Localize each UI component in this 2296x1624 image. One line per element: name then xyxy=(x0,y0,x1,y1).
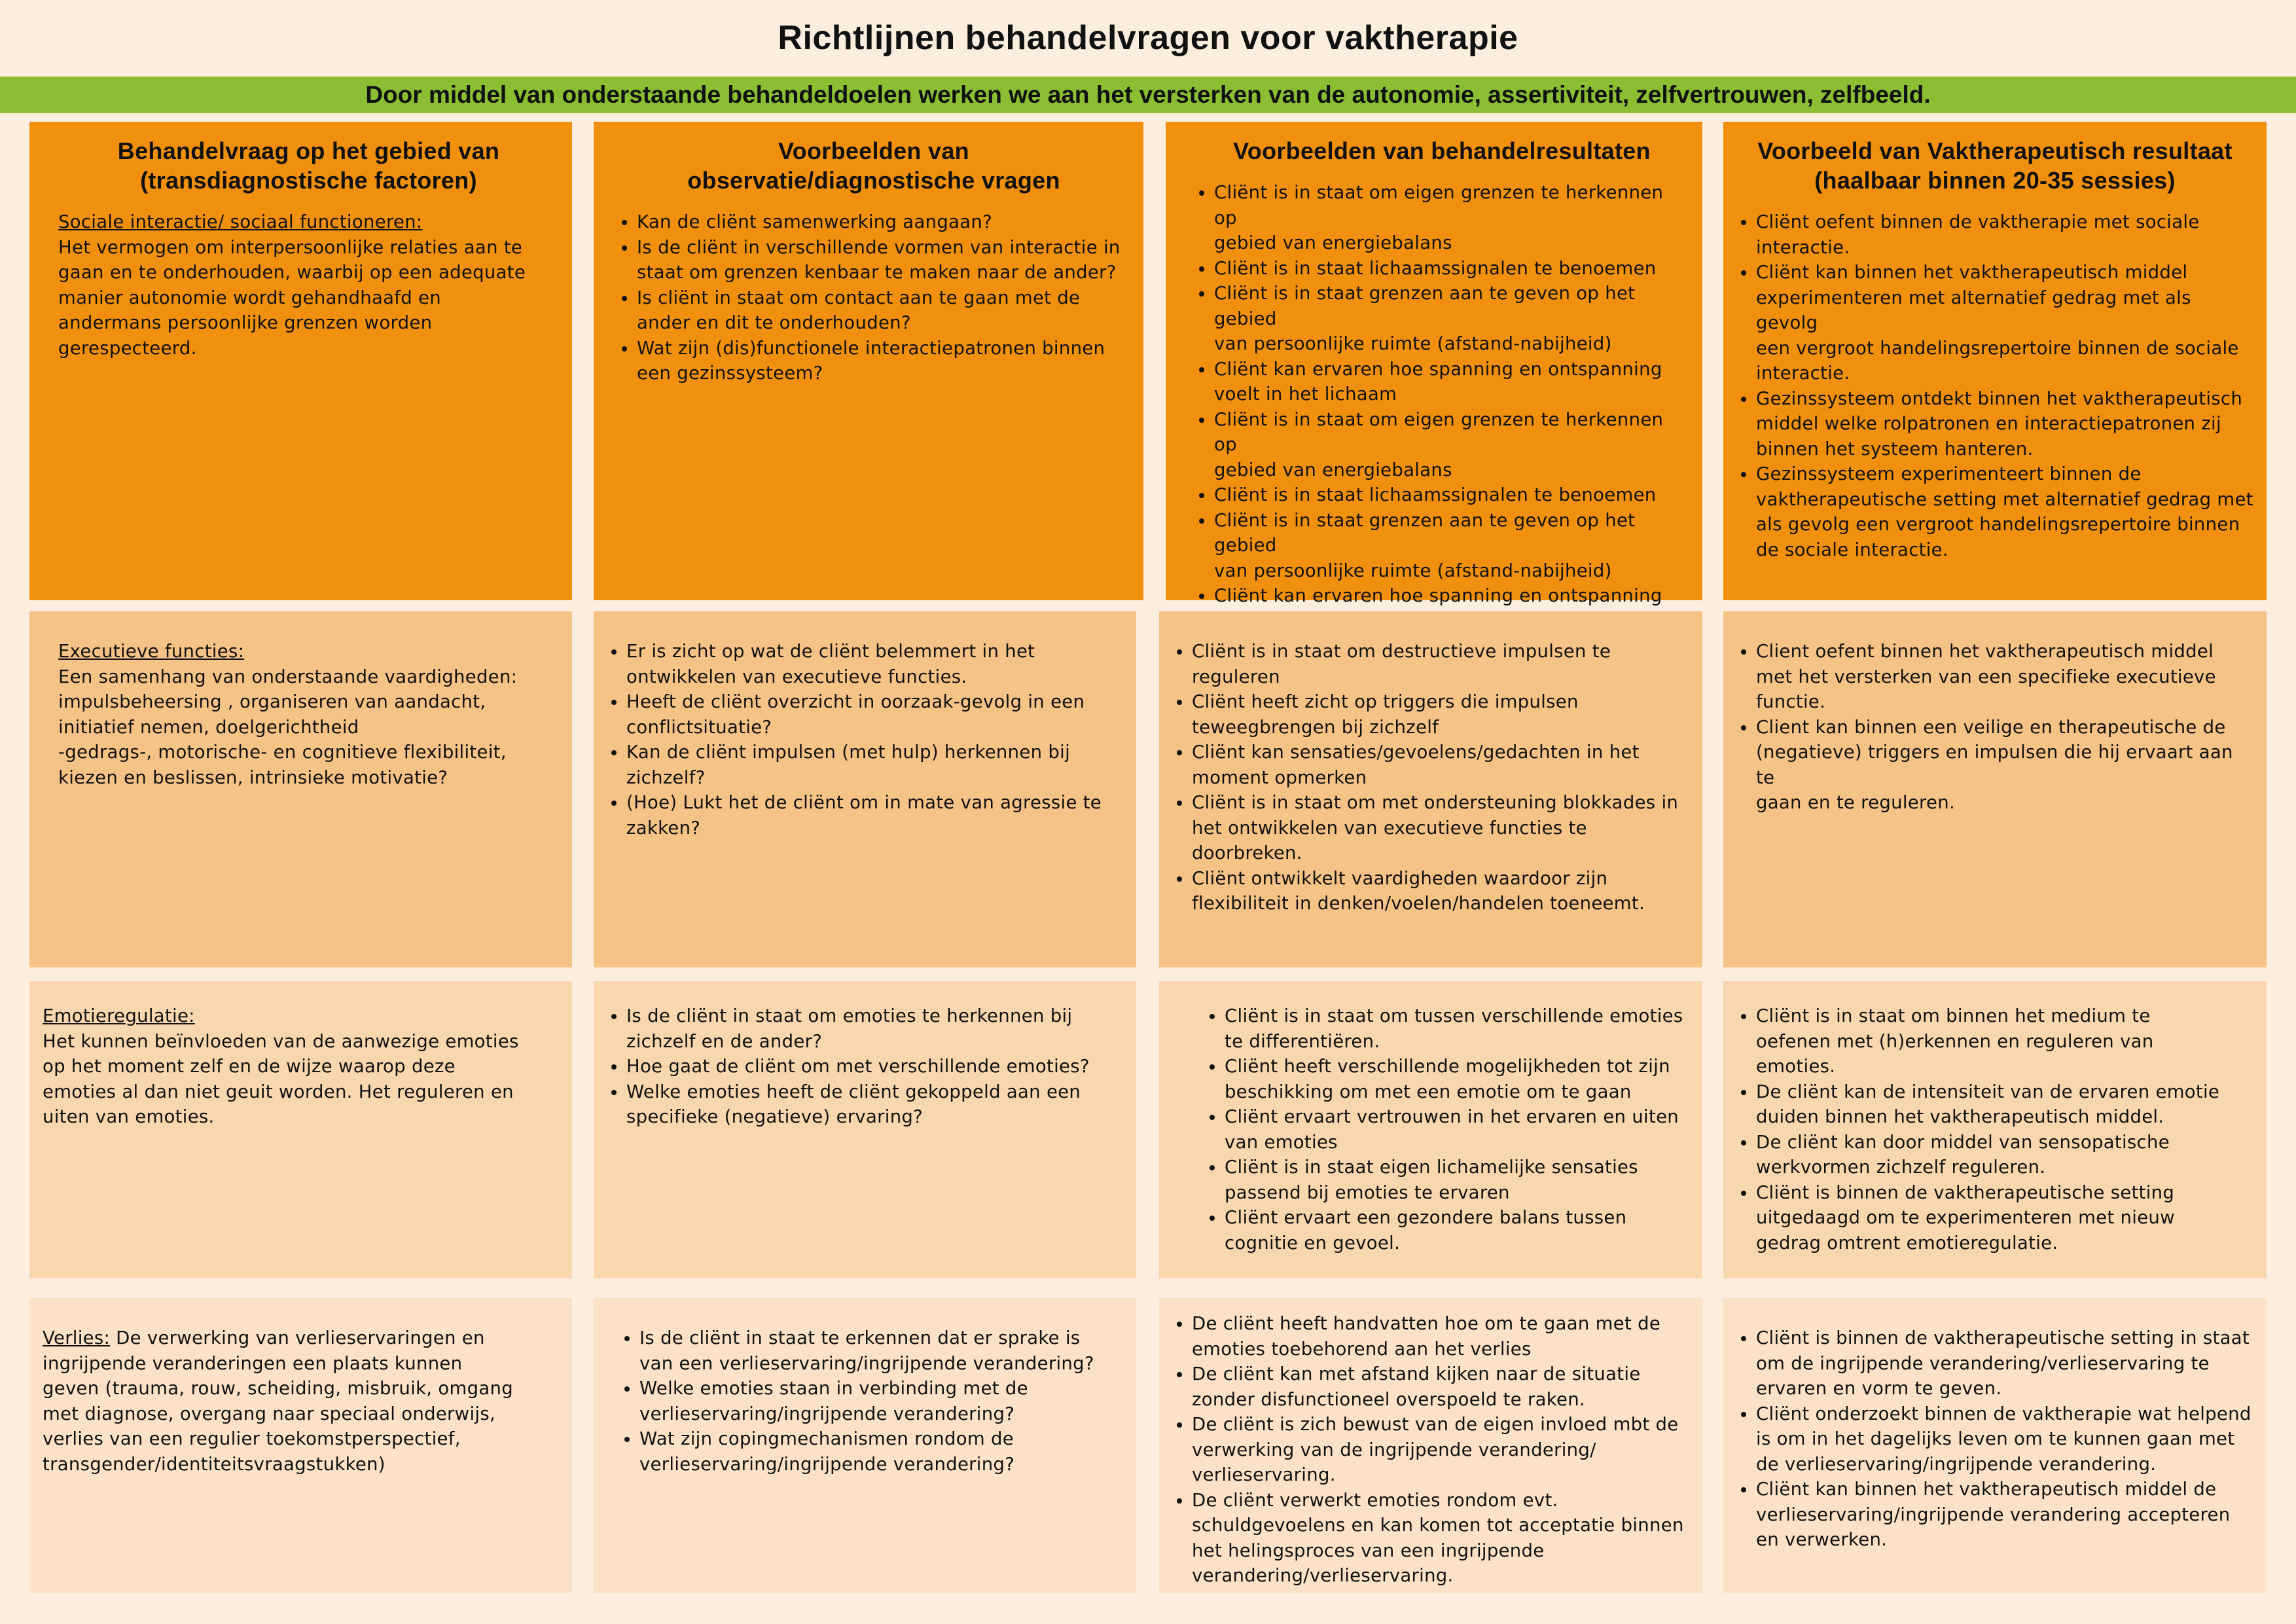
list-item-line: is om in het dagelijks leven om te kunnen gaan met xyxy=(1756,1428,2235,1449)
cell-verlies-observatie xyxy=(594,1298,1136,1593)
list-item xyxy=(1756,1130,2253,1180)
list-item xyxy=(1214,281,1689,357)
cell-verlies-vaktherapeutisch-resultaat xyxy=(1723,1298,2267,1593)
list-item-line: • Heeft de cliënt overzicht in oorzaak-gevolg in een xyxy=(626,691,1085,712)
list-item-line: specifieke (negatieve) ervaring? xyxy=(626,1106,924,1127)
list-item xyxy=(626,740,1123,790)
list-item-line: • Cliënt kan binnen het vaktherapeutisch middel xyxy=(1756,262,2188,283)
factor-label: Sociale interactie/ sociaal functioneren: xyxy=(58,211,423,232)
list-item xyxy=(626,790,1123,840)
vaktherapeutisch-resultaat-list xyxy=(1736,639,2253,816)
list-item-line: voelt in het lichaam xyxy=(1214,384,1397,405)
list-item-line: • Cliënt is in staat lichaamssignalen te benoemen xyxy=(1214,484,1657,505)
observatie-list xyxy=(607,639,1123,840)
cell-sociale-interactie-vaktherapeutisch-resultaat xyxy=(1723,122,2267,600)
list-item-line: emoties toebehorend aan het verlies xyxy=(1192,1338,1532,1360)
list-item-line: • Cliënt is in staat om tussen verschillende emoties xyxy=(1225,1005,1683,1026)
list-item-line: oefenen met (h)erkennen en reguleren van xyxy=(1756,1030,2154,1052)
cell-emotieregulatie-vaktherapeutisch-resultaat xyxy=(1723,981,2267,1278)
list-item-line: om de ingrijpende verandering/verlieservaring te xyxy=(1756,1352,2210,1374)
list-item-line: uitgedaagd om te experimenteren met nieuw xyxy=(1756,1207,2175,1228)
factor-description-line: Het vermogen om interpersoonlijke relaties aan te xyxy=(58,236,523,258)
list-item xyxy=(637,336,1130,386)
column-header xyxy=(1194,136,1689,166)
list-item xyxy=(1192,866,1689,916)
list-item-line: • Cliënt ervaart een gezondere balans tussen xyxy=(1225,1207,1627,1228)
factor-description xyxy=(43,1003,559,1130)
list-item-line: doorbreken. xyxy=(1192,842,1302,863)
cell-emotieregulatie-behandelresultaat xyxy=(1159,981,1702,1278)
factor-label: Emotieregulatie: xyxy=(43,1005,195,1026)
column-header-line: (transdiagnostische factoren) xyxy=(140,167,477,194)
list-item-line: het helingsproces van een ingrijpende xyxy=(1192,1540,1545,1561)
list-item-line: en verwerken. xyxy=(1756,1529,1888,1550)
list-item-line: • Gezinssysteem ontdekt binnen het vaktherapeutisch xyxy=(1756,388,2243,409)
column-header xyxy=(1736,136,2253,195)
column-header-line: Behandelvraag op het gebied van xyxy=(117,137,500,164)
list-item-line: • Cliënt kan ervaren hoe spanning en ontspanning xyxy=(1214,585,1662,606)
behandelresultaat-list xyxy=(1194,180,1689,634)
factor-description-line: gaan en te onderhouden, waarbij op een adequate xyxy=(58,262,526,283)
list-item-line: duiden binnen het vaktherapeutisch middel. xyxy=(1756,1106,2164,1127)
list-item-line: verlieservaring/ingrijpende verandering? xyxy=(639,1453,1015,1475)
cell-executieve-functies-vaktherapeutisch-resultaat xyxy=(1723,611,2267,967)
list-item-line: middel welke rolpatronen en interactiepatronen zij xyxy=(1756,413,2221,434)
list-item-line: • Wat zijn copingmechanismen rondom de xyxy=(639,1428,1014,1449)
list-item xyxy=(1214,357,1689,407)
list-item-line: teweegbrengen bij zichzelf xyxy=(1192,716,1439,738)
list-item-line: • De cliënt heeft handvatten hoe om te gaan met de xyxy=(1192,1313,1661,1334)
list-item-line: conflictsituatie? xyxy=(626,716,772,738)
factor-description-line: -gedrags-, motorische- en cognitieve flexibiliteit, xyxy=(58,742,507,763)
factor-description-line: geven (trauma, rouw, scheiding, misbruik, omgang xyxy=(43,1378,513,1399)
cell-executieve-functies-behandelresultaat xyxy=(1159,611,1702,967)
list-item-line: ontwikkelen van executieve functies. xyxy=(626,666,967,687)
list-item-line: reguleren xyxy=(1192,666,1280,687)
factor-description-line: impulsbeheersing , organiseren van aandacht, xyxy=(58,691,486,712)
list-item xyxy=(1756,715,2253,816)
list-item-line: • Gezinssysteem experimenteert binnen de xyxy=(1756,463,2142,484)
list-item-line: • Cliënt is in staat grenzen aan te geven op het gebied xyxy=(1214,509,1636,556)
list-item xyxy=(1225,1003,1689,1054)
list-item-line: werkvormen zichzelf reguleren. xyxy=(1756,1157,2046,1178)
cell-sociale-interactie-observatie xyxy=(594,122,1143,600)
list-item-line: verlieservaring. xyxy=(1192,1464,1336,1485)
list-item-line: • Hoe gaat de cliënt om met verschillende emoties? xyxy=(626,1056,1090,1077)
list-item-line: gedrag omtrent emotieregulatie. xyxy=(1756,1232,2058,1254)
list-item-line: ervaren en vorm te geven. xyxy=(1756,1378,2002,1399)
list-item-line: ander en dit te onderhouden? xyxy=(637,312,911,333)
list-item-line: • Welke emoties heeft de cliënt gekoppeld aan een xyxy=(626,1081,1081,1102)
list-item xyxy=(1225,1054,1689,1104)
list-item-line: • Wat zijn (dis)functionele interactiepatronen binnen xyxy=(637,337,1105,359)
factor-description-line: transgender/identiteitsvraagstukken) xyxy=(43,1453,386,1475)
factor-description-line: verlies van een regulier toekomstperspectief, xyxy=(43,1428,461,1449)
observatie-list xyxy=(607,1003,1123,1130)
list-item-line: het ontwikkelen van executieve functies te xyxy=(1192,817,1587,839)
list-item xyxy=(1756,1401,2253,1477)
list-item-line: van emoties xyxy=(1225,1131,1338,1153)
list-item-line: • Cliënt is binnen de vaktherapeutische setting in staat xyxy=(1756,1327,2250,1348)
list-item-line: binnen het systeem hanteren. xyxy=(1756,438,2034,460)
list-item xyxy=(626,1079,1123,1130)
list-item-line: • Is de cliënt in staat te erkennen dat er sprake is xyxy=(639,1327,1081,1348)
list-item-line: • Client kan binnen een veilige en therapeutische de xyxy=(1756,716,2226,738)
cell-emotieregulatie-observatie xyxy=(594,981,1136,1278)
factor-label-line xyxy=(58,209,559,235)
list-item-line: • Is de cliënt in staat om emoties te herkennen bij xyxy=(626,1005,1073,1026)
list-item-line: beschikking om met een emotie om te gaan xyxy=(1225,1081,1632,1102)
list-item xyxy=(637,209,1130,235)
factor-description-line: gerespecteerd. xyxy=(58,337,197,359)
list-item xyxy=(626,689,1123,740)
list-item-line: van persoonlijke ruimte (afstand-nabijheid) xyxy=(1214,560,1612,581)
list-item-line: • Cliënt kan sensaties/gevoelens/gedachten in het xyxy=(1192,742,1640,763)
list-item xyxy=(1756,260,2253,386)
list-item-line: gaan en te reguleren. xyxy=(1756,792,1956,813)
cell-sociale-interactie-behandelresultaat xyxy=(1166,122,1702,606)
list-item-line: • Cliënt is binnen de vaktherapeutische setting xyxy=(1756,1182,2175,1203)
list-item-line: cognitie en gevoel. xyxy=(1225,1232,1401,1254)
list-item xyxy=(1192,639,1689,689)
list-item xyxy=(1192,1362,1689,1412)
list-item-line: de sociale interactie. xyxy=(1756,539,1948,560)
list-item xyxy=(1756,461,2253,562)
list-item-line: verwerking van de ingrijpende verandering/ xyxy=(1192,1439,1596,1460)
factor-description-line: uiten van emoties. xyxy=(43,1106,215,1127)
list-item xyxy=(626,1054,1123,1079)
list-item-line: • Cliënt ontwikkelt vaardigheden waardoor zijn xyxy=(1192,867,1608,889)
factor-description-line: met diagnose, overgang naar speciaal onderwijs, xyxy=(43,1403,495,1424)
list-item-line: (negatieve) triggers en impulsen die hij ervaart aan te xyxy=(1756,742,2233,788)
list-item-line: verlieservaring/ingrijpende verandering? xyxy=(639,1403,1015,1424)
list-item-line: • Cliënt heeft zicht op triggers die impulsen xyxy=(1192,691,1579,712)
list-item-line: van een verlieservaring/ingrijpende verandering? xyxy=(639,1352,1094,1374)
list-item xyxy=(639,1376,1123,1426)
list-item-line: • Cliënt is in staat grenzen aan te geven op het gebied xyxy=(1214,283,1636,329)
list-item xyxy=(1214,407,1689,483)
list-item-line: • Er is zicht op wat de cliënt belemmert in het xyxy=(626,641,1035,662)
behandelresultaat-list xyxy=(1205,1003,1689,1255)
list-item-line: schuldgevoelens en kan komen tot acceptatie binnen xyxy=(1192,1515,1684,1536)
column-header-line: (haalbaar binnen 20-35 sessies) xyxy=(1814,167,2176,194)
cell-verlies-behandelvraag xyxy=(29,1298,572,1593)
list-item xyxy=(1756,1326,2253,1401)
list-item-line: • De cliënt kan de intensiteit van de ervaren emotie xyxy=(1756,1081,2220,1102)
list-item xyxy=(1756,1003,2253,1079)
column-header-line: Voorbeelden van xyxy=(778,137,969,164)
list-item-line: • Kan de cliënt impulsen (met hulp) herkennen bij xyxy=(626,742,1071,763)
list-item xyxy=(1756,1079,2253,1130)
list-item-line: de verlieservaring/ingrijpende verandering. xyxy=(1756,1453,2157,1475)
list-item-line: gebied van energiebalans xyxy=(1214,232,1452,253)
list-item xyxy=(639,1326,1123,1376)
factor-description-line: Het kunnen beïnvloeden van de aanwezige emoties xyxy=(43,1030,519,1052)
list-item-line: emoties. xyxy=(1756,1056,1836,1077)
vaktherapeutisch-resultaat-list xyxy=(1736,1003,2253,1255)
goal-banner: Door middel van onderstaande behandeldoelen werken we aan het versterken van de autonomie, assertiviteit, zelfvertrouwen, zelfbeeld. xyxy=(0,77,2296,113)
list-item xyxy=(1192,1488,1689,1589)
factor-description-line: manier autonomie wordt gehandhaafd en xyxy=(58,287,442,308)
column-header xyxy=(617,136,1130,195)
list-item xyxy=(1756,1180,2253,1256)
list-item-line: zakken? xyxy=(626,817,701,839)
factor-description xyxy=(58,209,559,361)
list-item-line: verandering/verlieservaring. xyxy=(1192,1565,1454,1586)
factor-description-line: ingrijpende veranderingen een plaats kunnen xyxy=(43,1352,463,1374)
list-item-line: van persoonlijke ruimte (afstand-nabijheid) xyxy=(1214,333,1612,354)
behandelresultaat-list xyxy=(1172,1311,1689,1589)
list-item xyxy=(1214,508,1689,584)
list-item xyxy=(1192,740,1689,790)
observatie-list xyxy=(620,1326,1123,1477)
list-item-line: • De cliënt verwerkt emoties rondom evt. xyxy=(1192,1489,1558,1511)
list-item-line: staat om grenzen kenbaar te maken naar de ander? xyxy=(637,262,1117,283)
vaktherapeutisch-resultaat-list xyxy=(1736,209,2253,562)
list-item-line: flexibiliteit in denken/voelen/handelen toeneemt. xyxy=(1192,893,1645,914)
factor-description xyxy=(58,639,559,790)
column-header-line: Voorbeeld van Vaktherapeutisch resultaat xyxy=(1757,137,2233,164)
list-item-line: • De cliënt kan door middel van sensopatische xyxy=(1756,1131,2170,1153)
list-item-line: moment opmerken xyxy=(1192,767,1367,788)
list-item xyxy=(639,1426,1123,1477)
list-item-line: interactie. xyxy=(1756,236,1850,258)
vaktherapeutisch-resultaat-list xyxy=(1736,1326,2253,1553)
list-item-line: • Cliënt oefent binnen de vaktherapie met sociale xyxy=(1756,211,2200,232)
column-header-line: Voorbeelden van behandelresultaten xyxy=(1233,137,1651,164)
list-item-line: • Cliënt is in staat om binnen het medium te xyxy=(1756,1005,2151,1026)
list-item-line: • Cliënt is in staat om eigen grenzen te herkennen op xyxy=(1214,408,1664,455)
list-item-line: passend bij emoties te ervaren xyxy=(1225,1182,1510,1203)
factor-label-line xyxy=(43,1003,559,1029)
list-item-line: te differentiëren. xyxy=(1225,1030,1380,1052)
list-item-line: • Client oefent binnen het vaktherapeutisch middel xyxy=(1756,641,2214,662)
list-item xyxy=(1214,180,1689,256)
cell-sociale-interactie-behandelvraag xyxy=(29,122,572,600)
factor-description-line: op het moment zelf en de wijze waarop deze xyxy=(43,1056,456,1077)
list-item xyxy=(1192,689,1689,740)
list-item-line: interactie. xyxy=(1756,363,1850,384)
factor-description-line: Een samenhang van onderstaande vaardigheden: xyxy=(58,666,518,687)
list-item-line: • Cliënt ervaart vertrouwen in het ervaren en uiten xyxy=(1225,1106,1679,1127)
list-item-line: • Cliënt heeft verschillende mogelijkheden tot zijn xyxy=(1225,1056,1670,1077)
cell-executieve-functies-behandelvraag xyxy=(29,611,572,967)
list-item xyxy=(637,235,1130,285)
list-item-line: met het versterken van een specifieke executieve xyxy=(1756,666,2216,687)
list-item-line: • Welke emoties staan in verbinding met de xyxy=(639,1378,1028,1399)
list-item-line: vaktherapeutische setting met alternatief gedrag met xyxy=(1756,488,2253,510)
list-item xyxy=(1214,256,1689,281)
list-item-line: verlieservaring/ingrijpende verandering accepteren xyxy=(1756,1504,2231,1525)
list-item-line: • Cliënt is in staat om destructieve impulsen te xyxy=(1192,641,1611,662)
cell-verlies-behandelresultaat xyxy=(1159,1298,1702,1593)
list-item-line: • Cliënt is in staat eigen lichamelijke sensaties xyxy=(1225,1157,1638,1178)
list-item-line: • Is de cliënt in verschillende vormen van interactie in xyxy=(637,236,1121,258)
column-header xyxy=(58,136,559,195)
list-item-line: • Is cliënt in staat om contact aan te gaan met de xyxy=(637,287,1081,308)
list-item-line: functie. xyxy=(1756,691,1826,712)
list-item-line: zichzelf en de ander? xyxy=(626,1030,823,1052)
factor-description-line: De verwerking van verlieservaringen en xyxy=(116,1327,485,1348)
list-item xyxy=(1756,209,2253,260)
list-item-line: gebied van energiebalans xyxy=(1214,459,1452,480)
behandelresultaat-list xyxy=(1172,639,1689,916)
list-item xyxy=(637,285,1130,336)
list-item-line: • Cliënt is in staat om met ondersteuning blokkades in xyxy=(1192,792,1679,813)
list-item xyxy=(1756,1477,2253,1553)
list-item-line: • De cliënt kan met afstand kijken naar de situatie xyxy=(1192,1363,1641,1384)
list-item-line: • De cliënt is zich bewust van de eigen invloed mbt de xyxy=(1192,1414,1679,1435)
factor-description-line: emoties al dan niet geuit worden. Het reguleren en xyxy=(43,1081,514,1102)
factor-description-line: andermans persoonlijke grenzen worden xyxy=(58,312,433,333)
list-item xyxy=(1756,386,2253,462)
list-item-line: • Cliënt onderzoekt binnen de vaktherapie wat helpend xyxy=(1756,1403,2251,1424)
list-item xyxy=(1192,1412,1689,1488)
observatie-list xyxy=(617,209,1130,386)
list-item xyxy=(1225,1155,1689,1205)
list-item-line: • Cliënt is in staat om eigen grenzen te herkennen op xyxy=(1214,182,1664,228)
column-header-line: observatie/diagnostische vragen xyxy=(687,167,1060,194)
list-item xyxy=(1192,790,1689,866)
list-item xyxy=(1225,1205,1689,1255)
list-item xyxy=(626,639,1123,689)
page-title: Richtlijnen behandelvragen voor vaktherapie xyxy=(778,19,1518,57)
list-item xyxy=(1225,1104,1689,1155)
list-item-line: zichzelf? xyxy=(626,767,706,788)
list-item-line: • Cliënt kan binnen het vaktherapeutisch middel de xyxy=(1756,1479,2217,1500)
factor-description-line: kiezen en beslissen, intrinsieke motivatie? xyxy=(58,767,448,788)
factor-label: Verlies: xyxy=(43,1327,111,1348)
cell-emotieregulatie-behandelvraag xyxy=(29,981,572,1278)
factor-description-line: initiatief nemen, doelgerichtheid xyxy=(58,716,359,738)
list-item-line: • (Hoe) Lukt het de cliënt om in mate van agressie te xyxy=(626,792,1102,813)
list-item-line: zonder disfunctioneel overspoeld te raken. xyxy=(1192,1388,1586,1410)
list-item xyxy=(1756,639,2253,715)
list-item-line: een gezinssysteem? xyxy=(637,363,823,384)
list-item-line: • Cliënt is in staat lichaamssignalen te benoemen xyxy=(1214,257,1657,279)
list-item-line: • Kan de cliënt samenwerking aangaan? xyxy=(637,211,993,232)
list-item xyxy=(1192,1311,1689,1362)
factor-label-line xyxy=(43,1326,559,1351)
cell-executieve-functies-observatie xyxy=(594,611,1136,967)
factor-description xyxy=(43,1326,559,1477)
list-item xyxy=(1214,482,1689,508)
list-item-line: een vergroot handelingsrepertoire binnen de sociale xyxy=(1756,337,2239,359)
list-item-line: als gevolg een vergroot handelingsrepertoire binnen xyxy=(1756,514,2240,535)
list-item-line: • Cliënt kan ervaren hoe spanning en ontspanning xyxy=(1214,358,1662,380)
list-item-line: experimenteren met alternatief gedrag met als gevolg xyxy=(1756,287,2191,333)
list-item xyxy=(626,1003,1123,1054)
factor-label-line xyxy=(58,639,559,664)
factor-label: Executieve functies: xyxy=(58,641,245,662)
